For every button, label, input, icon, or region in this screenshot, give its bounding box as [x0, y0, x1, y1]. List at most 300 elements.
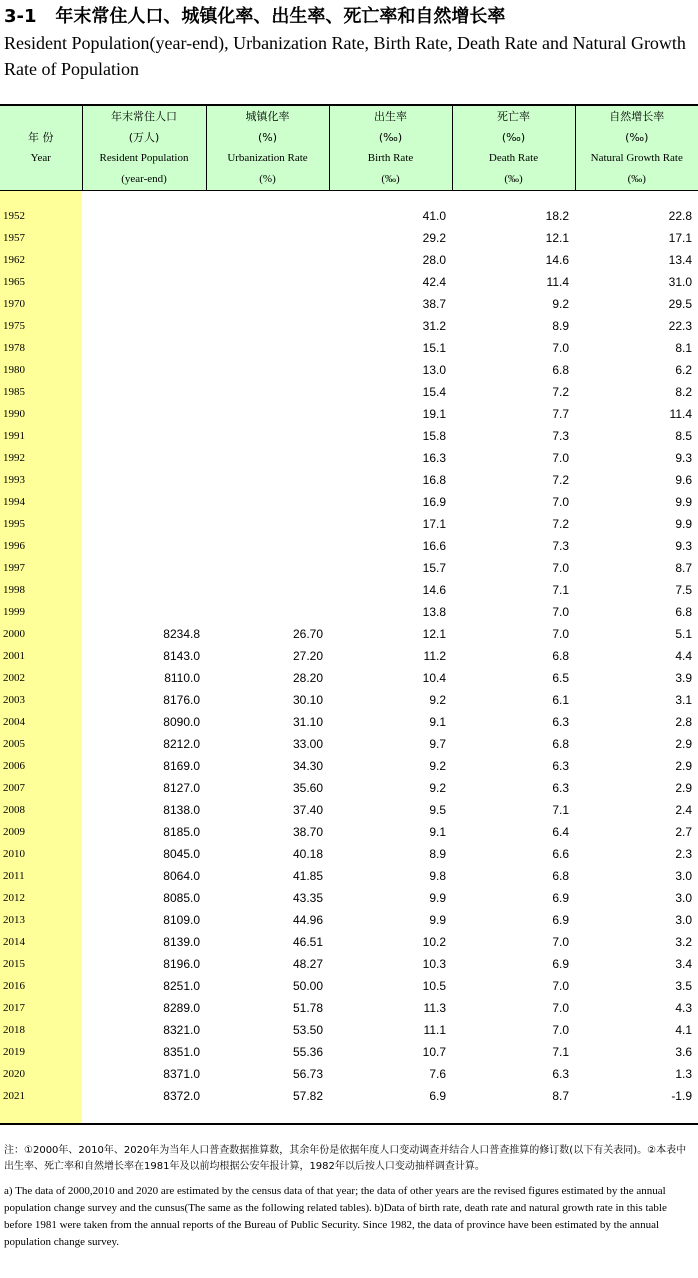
birth-rate-cell: 41.0 — [422, 209, 446, 223]
birth-rate-cell: 15.4 — [422, 385, 446, 399]
header-line: 年 份 — [28, 131, 54, 144]
table-row — [0, 755, 698, 777]
birth-rate-cell: 9.1 — [429, 715, 446, 729]
birth-rate-cell: 10.3 — [422, 957, 446, 971]
birth-rate-cell: 16.3 — [422, 451, 446, 465]
header-line: (万人) — [128, 131, 160, 144]
table-row — [0, 205, 698, 227]
death-rate-cell: 11.4 — [546, 275, 569, 289]
spacer-cell — [82, 191, 206, 206]
table-row — [0, 623, 698, 645]
year-cell: 1975 — [0, 315, 82, 337]
header-line: (%) — [259, 173, 276, 185]
year-cell: 2021 — [0, 1085, 82, 1107]
growth-rate-cell: 3.1 — [675, 693, 692, 707]
year-cell: 2002 — [0, 667, 82, 689]
population-cell: 8372.0 — [163, 1089, 200, 1103]
death-rate-cell: 6.3 — [552, 1067, 569, 1081]
population-table — [0, 104, 698, 1125]
table-row — [0, 909, 698, 931]
table-number: 3-1 — [4, 6, 37, 27]
spacer-cell — [329, 191, 452, 206]
table-row — [0, 843, 698, 865]
year-cell: 1978 — [0, 337, 82, 359]
header-death-rate — [452, 105, 575, 191]
death-rate-cell: 12.1 — [545, 231, 569, 245]
urbanization-cell — [206, 447, 329, 469]
note-cn: 注：①2000年、2010年、2020年为当年人口普查数据推算数，其余年份是依据年度人口变动调查并结合人口普查推算的修订数(以下有关表同)。②本表中出生率、死亡率和自然增长率在1981年及以前均根据公安年报计算，1982年以后按人口变动抽样调查计算。 — [4, 1145, 687, 1172]
birth-rate-cell: 16.8 — [422, 473, 446, 487]
birth-rate-cell: 11.2 — [423, 649, 446, 663]
year-cell: 2020 — [0, 1063, 82, 1085]
urbanization-cell: 34.30 — [292, 759, 323, 773]
growth-rate-cell: 2.9 — [675, 737, 692, 751]
year-cell: 2012 — [0, 887, 82, 909]
year-cell: 2009 — [0, 821, 82, 843]
population-cell — [82, 403, 206, 425]
birth-rate-cell: 15.1 — [422, 341, 446, 355]
table-row — [0, 821, 698, 843]
table-row — [0, 403, 698, 425]
birth-rate-cell: 16.6 — [422, 539, 446, 553]
death-rate-cell: 7.0 — [552, 1001, 569, 1015]
death-rate-cell: 6.5 — [552, 671, 569, 685]
urbanization-cell: 40.18 — [292, 847, 323, 861]
population-cell — [82, 469, 206, 491]
birth-rate-cell: 13.8 — [422, 605, 446, 619]
notes-block — [4, 1143, 694, 1251]
population-cell: 8127.0 — [163, 781, 200, 795]
urbanization-cell: 33.00 — [292, 737, 323, 751]
urbanization-cell: 26.70 — [292, 627, 323, 641]
urbanization-cell — [206, 535, 329, 557]
growth-rate-cell: 2.3 — [675, 847, 692, 861]
birth-rate-cell: 10.7 — [422, 1045, 446, 1059]
population-cell: 8138.0 — [163, 803, 200, 817]
growth-rate-cell: 22.8 — [668, 209, 692, 223]
growth-rate-cell: 3.0 — [675, 869, 692, 883]
birth-rate-cell: 9.5 — [429, 803, 446, 817]
death-rate-cell: 6.1 — [552, 693, 569, 707]
population-cell: 8064.0 — [163, 869, 200, 883]
year-cell: 2015 — [0, 953, 82, 975]
year-cell: 1980 — [0, 359, 82, 381]
urbanization-cell — [206, 579, 329, 601]
title-block — [4, 4, 694, 82]
header-line: 死亡率 — [497, 110, 530, 123]
year-cell: 2004 — [0, 711, 82, 733]
growth-rate-cell: 3.2 — [675, 935, 692, 949]
urbanization-cell: 44.96 — [292, 913, 323, 927]
growth-rate-cell: 2.8 — [675, 715, 692, 729]
header-line: Year — [30, 152, 51, 164]
birth-rate-cell: 19.1 — [422, 407, 446, 421]
header-urbanization-rate — [206, 105, 329, 191]
birth-rate-cell: 16.9 — [422, 495, 446, 509]
growth-rate-cell: 3.9 — [675, 671, 692, 685]
population-cell: 8045.0 — [163, 847, 200, 861]
death-rate-cell: 7.0 — [552, 495, 569, 509]
table-row — [0, 931, 698, 953]
death-rate-cell: 7.3 — [552, 429, 569, 443]
urbanization-cell: 41.85 — [292, 869, 323, 883]
year-cell: 2007 — [0, 777, 82, 799]
death-rate-cell: 7.0 — [552, 451, 569, 465]
table-row — [0, 513, 698, 535]
growth-rate-cell: 3.0 — [675, 913, 692, 927]
urbanization-cell: 30.10 — [292, 693, 323, 707]
growth-rate-cell: 29.5 — [668, 297, 692, 311]
death-rate-cell: 6.3 — [552, 781, 569, 795]
birth-rate-cell: 9.2 — [429, 781, 446, 795]
table-row — [0, 887, 698, 909]
header-line: Natural Growth Rate — [590, 152, 683, 164]
growth-rate-cell: 2.9 — [675, 759, 692, 773]
note-en: a) The data of 2000,2010 and 2020 are estimated by the census data of that year; the data of other years are the revised figures estimated by the annual population change survey and the cunsus(The same as the following related tables). b)Data of birth rate, death rate and natural growth rate in this table before 1981 were taken from the annual reports of the Bureau of Public Security. Since 1982, the data of province have been estimated by the annual population change survey. — [4, 1185, 667, 1248]
birth-rate-cell: 9.8 — [429, 869, 446, 883]
year-cell: 2010 — [0, 843, 82, 865]
birth-rate-cell: 6.9 — [429, 1089, 446, 1103]
population-cell — [82, 359, 206, 381]
urbanization-cell: 27.20 — [292, 649, 323, 663]
growth-rate-cell: 8.5 — [675, 429, 692, 443]
population-cell — [82, 337, 206, 359]
header-line: (‰) — [625, 131, 649, 144]
urbanization-cell: 57.82 — [292, 1089, 323, 1103]
header-line: 城镇化率 — [245, 110, 290, 123]
population-cell — [82, 425, 206, 447]
urbanization-cell: 56.73 — [292, 1067, 323, 1081]
death-rate-cell: 7.0 — [552, 627, 569, 641]
header-line: (‰) — [627, 173, 646, 185]
table-row — [0, 1019, 698, 1041]
year-cell: 2011 — [0, 865, 82, 887]
urbanization-cell: 43.35 — [292, 891, 323, 905]
death-rate-cell: 6.4 — [552, 825, 569, 839]
death-rate-cell: 6.8 — [552, 737, 569, 751]
growth-rate-cell: 2.9 — [675, 781, 692, 795]
growth-rate-cell: 8.2 — [675, 385, 692, 399]
population-cell — [82, 227, 206, 249]
year-cell: 1996 — [0, 535, 82, 557]
growth-rate-cell: 22.3 — [668, 319, 692, 333]
birth-rate-cell: 9.9 — [429, 913, 446, 927]
urbanization-cell: 37.40 — [292, 803, 323, 817]
birth-rate-cell: 10.5 — [422, 979, 446, 993]
title-cn-text: 年末常住人口、城镇化率、出生率、死亡率和自然增长率 — [55, 6, 506, 27]
header-line: 自然增长率 — [609, 110, 665, 123]
growth-rate-cell: 9.9 — [675, 495, 692, 509]
year-cell: 2016 — [0, 975, 82, 997]
table-row — [0, 469, 698, 491]
death-rate-cell: 7.0 — [552, 1023, 569, 1037]
spacer-cell — [575, 191, 698, 206]
population-cell — [82, 491, 206, 513]
population-cell: 8321.0 — [163, 1023, 200, 1037]
growth-rate-cell: 5.1 — [675, 627, 692, 641]
table-row — [0, 799, 698, 821]
table-row — [0, 997, 698, 1019]
birth-rate-cell: 12.1 — [422, 627, 446, 641]
spacer-cell — [452, 1107, 575, 1124]
urbanization-cell — [206, 227, 329, 249]
urbanization-cell — [206, 271, 329, 293]
death-rate-cell: 8.7 — [552, 1089, 569, 1103]
urbanization-cell — [206, 513, 329, 535]
death-rate-cell: 6.8 — [552, 363, 569, 377]
population-cell: 8196.0 — [163, 957, 200, 971]
population-cell: 8109.0 — [163, 913, 200, 927]
death-rate-cell: 6.9 — [552, 913, 569, 927]
population-cell — [82, 513, 206, 535]
growth-rate-cell: 1.3 — [675, 1067, 692, 1081]
population-cell: 8251.0 — [163, 979, 200, 993]
population-cell: 8371.0 — [163, 1067, 200, 1081]
population-cell: 8212.0 — [163, 737, 200, 751]
death-rate-cell: 7.0 — [552, 561, 569, 575]
urbanization-cell: 31.10 — [292, 715, 323, 729]
death-rate-cell: 7.0 — [552, 605, 569, 619]
population-cell: 8289.0 — [163, 1001, 200, 1015]
birth-rate-cell: 9.2 — [429, 693, 446, 707]
year-cell: 1985 — [0, 381, 82, 403]
death-rate-cell: 6.9 — [552, 891, 569, 905]
table-row — [0, 645, 698, 667]
table-row — [0, 227, 698, 249]
birth-rate-cell: 11.1 — [423, 1023, 446, 1037]
year-cell: 2013 — [0, 909, 82, 931]
urbanization-cell — [206, 557, 329, 579]
year-cell: 1992 — [0, 447, 82, 469]
year-cell: 1991 — [0, 425, 82, 447]
table-row — [0, 425, 698, 447]
growth-rate-cell: 6.8 — [675, 605, 692, 619]
growth-rate-cell: 11.4 — [669, 407, 692, 421]
urbanization-cell: 50.00 — [292, 979, 323, 993]
year-cell: 1999 — [0, 601, 82, 623]
death-rate-cell: 7.2 — [552, 385, 569, 399]
birth-rate-cell: 13.0 — [422, 363, 446, 377]
population-cell: 8351.0 — [163, 1045, 200, 1059]
urbanization-cell: 38.70 — [292, 825, 323, 839]
growth-rate-cell: 17.1 — [668, 231, 692, 245]
birth-rate-cell: 14.6 — [422, 583, 446, 597]
death-rate-cell: 7.0 — [552, 935, 569, 949]
year-cell: 2017 — [0, 997, 82, 1019]
birth-rate-cell: 8.9 — [429, 847, 446, 861]
year-cell: 2006 — [0, 755, 82, 777]
header-natural-growth-rate — [575, 105, 698, 191]
birth-rate-cell: 7.6 — [429, 1067, 446, 1081]
spacer-cell — [82, 1107, 206, 1124]
urbanization-cell — [206, 491, 329, 513]
death-rate-cell: 9.2 — [552, 297, 569, 311]
spacer-cell — [206, 191, 329, 206]
year-cell: 1957 — [0, 227, 82, 249]
death-rate-cell: 7.7 — [552, 407, 569, 421]
table-row — [0, 359, 698, 381]
urbanization-cell — [206, 381, 329, 403]
growth-rate-cell: 4.3 — [675, 1001, 692, 1015]
growth-rate-cell: 3.0 — [675, 891, 692, 905]
death-rate-cell: 7.1 — [552, 1045, 569, 1059]
table-body — [0, 191, 698, 1125]
growth-rate-cell: 8.7 — [675, 561, 692, 575]
year-cell: 2001 — [0, 645, 82, 667]
growth-rate-cell: 8.1 — [675, 341, 692, 355]
year-cell: 1970 — [0, 293, 82, 315]
birth-rate-cell: 10.2 — [422, 935, 446, 949]
year-cell: 1990 — [0, 403, 82, 425]
spacer-cell — [575, 1107, 698, 1124]
urbanization-cell — [206, 359, 329, 381]
death-rate-cell: 6.6 — [552, 847, 569, 861]
spacer-cell — [206, 1107, 329, 1124]
population-cell: 8110.0 — [164, 671, 200, 685]
death-rate-cell: 7.3 — [552, 539, 569, 553]
table-row — [0, 249, 698, 271]
population-cell — [82, 601, 206, 623]
population-cell: 8234.8 — [163, 627, 200, 641]
table-row — [0, 865, 698, 887]
growth-rate-cell: 6.2 — [675, 363, 692, 377]
population-cell: 8176.0 — [163, 693, 200, 707]
header-line: (‰) — [381, 173, 400, 185]
table-row — [0, 447, 698, 469]
header-line: (‰) — [501, 131, 526, 144]
year-cell: 1998 — [0, 579, 82, 601]
header-line: 出生率 — [374, 110, 407, 123]
growth-rate-cell: 3.5 — [675, 979, 692, 993]
growth-rate-cell: 9.6 — [675, 473, 692, 487]
urbanization-cell — [206, 315, 329, 337]
birth-rate-cell: 11.3 — [423, 1001, 446, 1015]
urbanization-cell — [206, 337, 329, 359]
death-rate-cell: 6.9 — [552, 957, 569, 971]
urbanization-cell — [206, 205, 329, 227]
population-cell — [82, 271, 206, 293]
spacer-cell — [0, 191, 82, 206]
urbanization-cell: 48.27 — [292, 957, 323, 971]
death-rate-cell: 7.0 — [552, 341, 569, 355]
year-cell: 2000 — [0, 623, 82, 645]
birth-rate-cell: 9.7 — [429, 737, 446, 751]
spacer-cell — [452, 191, 575, 206]
birth-rate-cell: 15.7 — [422, 561, 446, 575]
year-cell: 2008 — [0, 799, 82, 821]
birth-rate-cell: 31.2 — [422, 319, 446, 333]
year-cell: 1993 — [0, 469, 82, 491]
header-line: (%) — [257, 131, 278, 144]
urbanization-cell: 53.50 — [292, 1023, 323, 1037]
table-row — [0, 557, 698, 579]
urbanization-cell — [206, 469, 329, 491]
birth-rate-cell: 17.1 — [422, 517, 446, 531]
year-cell: 1997 — [0, 557, 82, 579]
table-title-en: Resident Population(year-end), Urbanization Rate, Birth Rate, Death Rate and Natural Growth Rate of Population — [4, 33, 686, 79]
year-cell: 2018 — [0, 1019, 82, 1041]
growth-rate-cell: -1.9 — [671, 1089, 692, 1103]
table-row — [0, 535, 698, 557]
death-rate-cell: 7.2 — [552, 473, 569, 487]
table-row — [0, 953, 698, 975]
urbanization-cell: 46.51 — [292, 935, 323, 949]
table-row — [0, 1085, 698, 1107]
death-rate-cell: 8.9 — [552, 319, 569, 333]
year-cell: 2014 — [0, 931, 82, 953]
year-cell: 2005 — [0, 733, 82, 755]
header-line: Resident Population — [99, 152, 189, 164]
death-rate-cell: 6.3 — [552, 715, 569, 729]
header-line: 年末常住人口 — [111, 110, 177, 123]
table-row — [0, 337, 698, 359]
spacer-cell — [329, 1107, 452, 1124]
urbanization-cell: 28.20 — [292, 671, 323, 685]
table-row — [0, 1041, 698, 1063]
population-cell: 8185.0 — [163, 825, 200, 839]
growth-rate-cell: 9.3 — [675, 451, 692, 465]
birth-rate-cell: 42.4 — [422, 275, 446, 289]
urbanization-cell: 51.78 — [292, 1001, 323, 1015]
population-cell: 8139.0 — [163, 935, 200, 949]
birth-rate-cell: 9.9 — [429, 891, 446, 905]
death-rate-cell: 7.2 — [552, 517, 569, 531]
year-cell: 1952 — [0, 205, 82, 227]
population-cell — [82, 557, 206, 579]
growth-rate-cell: 4.4 — [675, 649, 692, 663]
birth-rate-cell: 10.4 — [422, 671, 446, 685]
table-row — [0, 271, 698, 293]
header-line: Urbanization Rate — [227, 152, 308, 164]
table-row — [0, 667, 698, 689]
table-row — [0, 733, 698, 755]
growth-rate-cell: 4.1 — [675, 1023, 692, 1037]
spacer-row — [0, 1107, 698, 1124]
year-cell: 2019 — [0, 1041, 82, 1063]
table-row — [0, 711, 698, 733]
table-row — [0, 975, 698, 997]
birth-rate-cell: 28.0 — [422, 253, 446, 267]
urbanization-cell — [206, 249, 329, 271]
table-row — [0, 381, 698, 403]
population-cell — [82, 293, 206, 315]
death-rate-cell: 6.8 — [552, 869, 569, 883]
spacer-cell — [0, 1107, 82, 1124]
header-line: (year-end) — [121, 173, 167, 185]
population-cell — [82, 535, 206, 557]
death-rate-cell: 6.3 — [552, 759, 569, 773]
death-rate-cell: 7.1 — [552, 803, 569, 817]
year-cell: 1962 — [0, 249, 82, 271]
birth-rate-cell: 38.7 — [422, 297, 446, 311]
table-row — [0, 601, 698, 623]
header-year — [0, 105, 82, 191]
growth-rate-cell: 2.4 — [675, 803, 692, 817]
header-resident-population — [82, 105, 206, 191]
death-rate-cell: 18.2 — [545, 209, 569, 223]
population-cell: 8169.0 — [163, 759, 200, 773]
birth-rate-cell: 29.2 — [422, 231, 446, 245]
table-row — [0, 689, 698, 711]
population-cell — [82, 249, 206, 271]
population-cell — [82, 381, 206, 403]
population-cell: 8085.0 — [163, 891, 200, 905]
death-rate-cell: 7.1 — [552, 583, 569, 597]
table-row — [0, 315, 698, 337]
urbanization-cell — [206, 403, 329, 425]
table-row — [0, 777, 698, 799]
population-cell — [82, 447, 206, 469]
